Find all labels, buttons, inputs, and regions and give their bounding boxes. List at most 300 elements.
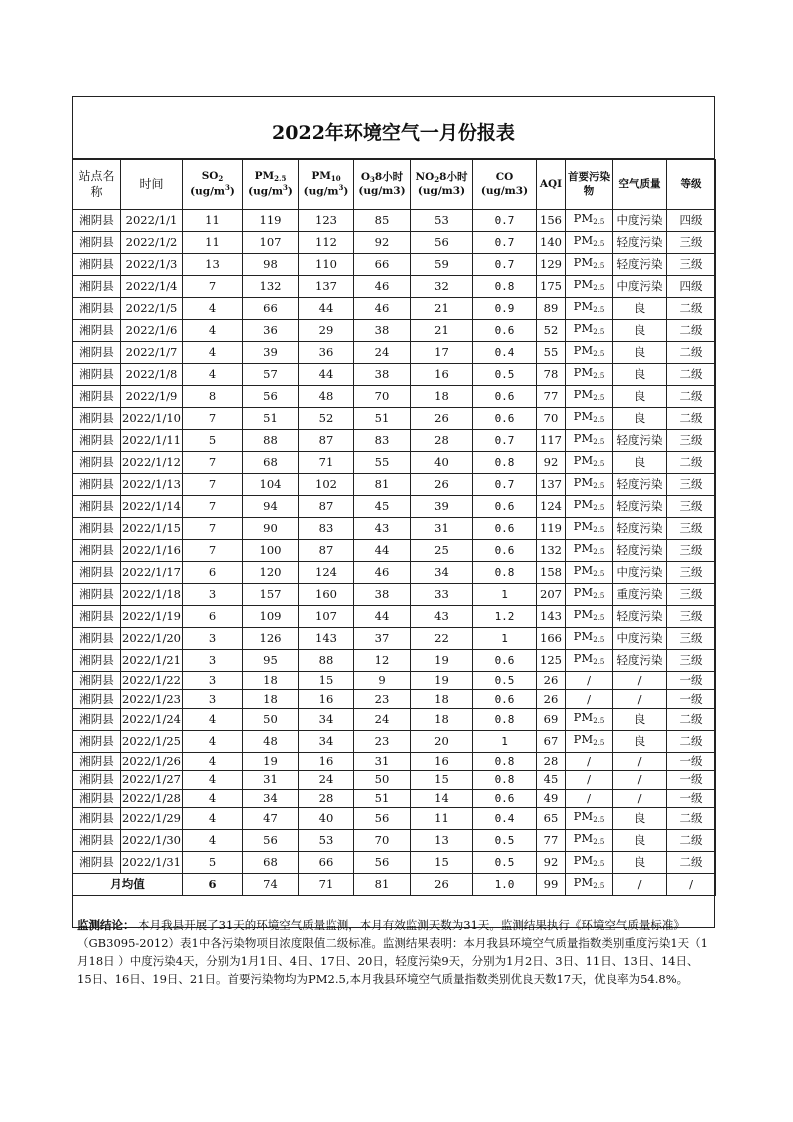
cell-primary-pollutant: $PM_{2.5}$ [566, 232, 613, 254]
cell-co: 0.8 [473, 562, 537, 584]
cell-grade: 二级 [667, 708, 716, 730]
cell-primary-pollutant: $PM_{2.5}$ [566, 210, 613, 232]
table-row [73, 650, 716, 672]
cell-no2: 56 [411, 232, 473, 254]
cell-no2: 31 [411, 518, 473, 540]
cell-primary-pollutant: $PM_{2.5}$ [566, 518, 613, 540]
cell-grade: 三级 [667, 232, 716, 254]
cell-no2: 33 [411, 584, 473, 606]
table-row [73, 254, 716, 276]
cell-o3: 38 [354, 320, 411, 342]
cell-so2: 4 [183, 789, 243, 807]
cell-date: 2022/1/16 [121, 540, 183, 562]
cell-aqi: 78 [537, 364, 566, 386]
cell-pm10: 15 [299, 672, 354, 690]
cell-grade: 一级 [667, 690, 716, 708]
cell-co: 0.6 [473, 789, 537, 807]
cell-primary-pollutant: $PM_{2.5}$ [566, 606, 613, 628]
cell-station: 湘阴县 [73, 364, 121, 386]
cell-no2: 15 [411, 771, 473, 789]
cell-primary-pollutant: $PM_{2.5}$ [566, 254, 613, 276]
cell-no2: 18 [411, 708, 473, 730]
cell-date: 2022/1/31 [121, 851, 183, 873]
cell-pm25: 57 [243, 364, 299, 386]
cell-pm10: 160 [299, 584, 354, 606]
cell-aqi: 132 [537, 540, 566, 562]
cell-pm25: 48 [243, 730, 299, 752]
cell-pm10: 66 [299, 851, 354, 873]
cell-so2: 7 [183, 276, 243, 298]
cell-air-quality: 良 [613, 408, 667, 430]
monthly-average-row [73, 873, 716, 895]
cell-co: 0.6 [473, 690, 537, 708]
cell-date: 2022/1/10 [121, 408, 183, 430]
cell-primary-pollutant: $PM_{2.5}$ [566, 386, 613, 408]
cell-pm25: 39 [243, 342, 299, 364]
cell-grade: 一级 [667, 789, 716, 807]
cell-air-quality: 轻度污染 [613, 650, 667, 672]
cell-co: 0.6 [473, 540, 537, 562]
table-row [73, 518, 716, 540]
cell-station: 湘阴县 [73, 452, 121, 474]
cell-air-quality: 良 [613, 851, 667, 873]
air-quality-table [72, 159, 716, 896]
cell-grade: 三级 [667, 254, 716, 276]
cell-co: 0.6 [473, 320, 537, 342]
cell-aqi: 166 [537, 628, 566, 650]
cell-station: 湘阴县 [73, 829, 121, 851]
cell-station: 湘阴县 [73, 789, 121, 807]
cell-air-quality: / [613, 873, 667, 895]
cell-aqi: 125 [537, 650, 566, 672]
cell-pm10: 44 [299, 298, 354, 320]
cell-no2: 17 [411, 342, 473, 364]
cell-co: 1 [473, 628, 537, 650]
cell-pm25: 95 [243, 650, 299, 672]
cell-date: 2022/1/18 [121, 584, 183, 606]
cell-date: 2022/1/12 [121, 452, 183, 474]
table-row [73, 210, 716, 232]
cell-aqi: 140 [537, 232, 566, 254]
cell-no2: 53 [411, 210, 473, 232]
cell-pm10: 24 [299, 771, 354, 789]
cell-pm10: 52 [299, 408, 354, 430]
cell-so2: 6 [183, 562, 243, 584]
cell-date: 2022/1/29 [121, 807, 183, 829]
cell-pm25: 109 [243, 606, 299, 628]
cell-no2: 26 [411, 408, 473, 430]
cell-pm25: 50 [243, 708, 299, 730]
cell-grade: 四级 [667, 276, 716, 298]
monthly-average-label: 月均值 [73, 873, 183, 895]
cell-date: 2022/1/4 [121, 276, 183, 298]
cell-pm10: 123 [299, 210, 354, 232]
cell-so2: 3 [183, 690, 243, 708]
cell-primary-pollutant: $PM_{2.5}$ [566, 708, 613, 730]
cell-station: 湘阴县 [73, 298, 121, 320]
cell-so2: 3 [183, 584, 243, 606]
cell-station: 湘阴县 [73, 584, 121, 606]
cell-so2: 6 [183, 873, 243, 895]
cell-pm10: 124 [299, 562, 354, 584]
cell-pm10: 87 [299, 430, 354, 452]
cell-o3: 44 [354, 540, 411, 562]
cell-no2: 19 [411, 650, 473, 672]
cell-pm10: 112 [299, 232, 354, 254]
cell-no2: 18 [411, 690, 473, 708]
table-row [73, 276, 716, 298]
cell-date: 2022/1/25 [121, 730, 183, 752]
cell-grade: 三级 [667, 518, 716, 540]
cell-air-quality: 轻度污染 [613, 518, 667, 540]
header-so2: $SO_2$ $(ug/m^3)$ [183, 160, 243, 210]
cell-station: 湘阴县 [73, 276, 121, 298]
cell-o3: 23 [354, 690, 411, 708]
cell-no2: 40 [411, 452, 473, 474]
cell-aqi: 137 [537, 474, 566, 496]
cell-no2: 39 [411, 496, 473, 518]
cell-aqi: 92 [537, 851, 566, 873]
cell-grade: 三级 [667, 584, 716, 606]
cell-date: 2022/1/21 [121, 650, 183, 672]
cell-air-quality: / [613, 771, 667, 789]
cell-primary-pollutant: $PM_{2.5}$ [566, 851, 613, 873]
table-row [73, 496, 716, 518]
cell-date: 2022/1/22 [121, 672, 183, 690]
cell-primary-pollutant: $PM_{2.5}$ [566, 276, 613, 298]
cell-primary-pollutant: / [566, 771, 613, 789]
cell-no2: 16 [411, 752, 473, 770]
table-row [73, 298, 716, 320]
cell-date: 2022/1/24 [121, 708, 183, 730]
cell-date: 2022/1/7 [121, 342, 183, 364]
cell-station: 湘阴县 [73, 496, 121, 518]
cell-co: 0.6 [473, 386, 537, 408]
cell-grade: 二级 [667, 452, 716, 474]
cell-primary-pollutant: $PM_{2.5}$ [566, 430, 613, 452]
cell-no2: 34 [411, 562, 473, 584]
cell-air-quality: 轻度污染 [613, 430, 667, 452]
cell-pm10: 34 [299, 708, 354, 730]
cell-air-quality: 中度污染 [613, 276, 667, 298]
cell-pm25: 98 [243, 254, 299, 276]
cell-no2: 26 [411, 474, 473, 496]
cell-air-quality: / [613, 672, 667, 690]
cell-so2: 4 [183, 771, 243, 789]
cell-pm10: 44 [299, 364, 354, 386]
cell-station: 湘阴县 [73, 730, 121, 752]
cell-no2: 11 [411, 807, 473, 829]
cell-air-quality: 中度污染 [613, 628, 667, 650]
cell-o3: 70 [354, 386, 411, 408]
cell-grade: 三级 [667, 606, 716, 628]
cell-aqi: 99 [537, 873, 566, 895]
cell-o3: 43 [354, 518, 411, 540]
cell-station: 湘阴县 [73, 430, 121, 452]
cell-so2: 7 [183, 540, 243, 562]
cell-date: 2022/1/3 [121, 254, 183, 276]
cell-air-quality: 良 [613, 364, 667, 386]
cell-o3: 56 [354, 851, 411, 873]
cell-grade: 二级 [667, 320, 716, 342]
table-row [73, 851, 716, 873]
cell-station: 湘阴县 [73, 562, 121, 584]
cell-aqi: 52 [537, 320, 566, 342]
table-row [73, 807, 716, 829]
cell-date: 2022/1/2 [121, 232, 183, 254]
cell-station: 湘阴县 [73, 254, 121, 276]
conclusion [73, 896, 714, 988]
cell-so2: 4 [183, 364, 243, 386]
cell-no2: 16 [411, 364, 473, 386]
cell-no2: 22 [411, 628, 473, 650]
cell-grade: 四级 [667, 210, 716, 232]
cell-aqi: 70 [537, 408, 566, 430]
cell-air-quality: 良 [613, 452, 667, 474]
table-row [73, 606, 716, 628]
cell-pm10: 87 [299, 496, 354, 518]
cell-pm10: 143 [299, 628, 354, 650]
cell-grade: 一级 [667, 771, 716, 789]
cell-so2: 5 [183, 430, 243, 452]
table-row [73, 386, 716, 408]
cell-o3: 45 [354, 496, 411, 518]
cell-aqi: 158 [537, 562, 566, 584]
cell-primary-pollutant: $PM_{2.5}$ [566, 807, 613, 829]
cell-pm25: 31 [243, 771, 299, 789]
cell-pm10: 48 [299, 386, 354, 408]
cell-o3: 46 [354, 298, 411, 320]
cell-pm10: 102 [299, 474, 354, 496]
cell-so2: 3 [183, 650, 243, 672]
cell-co: 0.9 [473, 298, 537, 320]
cell-primary-pollutant: $PM_{2.5}$ [566, 730, 613, 752]
cell-co: 0.4 [473, 807, 537, 829]
cell-aqi: 49 [537, 789, 566, 807]
cell-primary-pollutant: $PM_{2.5}$ [566, 628, 613, 650]
table-row [73, 320, 716, 342]
cell-station: 湘阴县 [73, 342, 121, 364]
cell-pm25: 88 [243, 430, 299, 452]
cell-o3: 44 [354, 606, 411, 628]
cell-o3: 37 [354, 628, 411, 650]
header-air-quality: 空气质量 [613, 160, 667, 210]
cell-date: 2022/1/28 [121, 789, 183, 807]
cell-so2: 4 [183, 829, 243, 851]
report-title: 2022年环境空气一月份报表 [73, 97, 714, 159]
cell-pm10: 137 [299, 276, 354, 298]
table-row [73, 752, 716, 770]
cell-date: 2022/1/15 [121, 518, 183, 540]
cell-co: 0.5 [473, 829, 537, 851]
cell-so2: 4 [183, 730, 243, 752]
cell-co: 0.7 [473, 474, 537, 496]
cell-date: 2022/1/23 [121, 690, 183, 708]
cell-pm25: 34 [243, 789, 299, 807]
cell-pm25: 68 [243, 452, 299, 474]
cell-air-quality: 良 [613, 807, 667, 829]
cell-primary-pollutant: $PM_{2.5}$ [566, 452, 613, 474]
table-row [73, 628, 716, 650]
cell-station: 湘阴县 [73, 474, 121, 496]
cell-co: 0.8 [473, 276, 537, 298]
cell-station: 湘阴县 [73, 210, 121, 232]
cell-pm10: 110 [299, 254, 354, 276]
cell-o3: 24 [354, 342, 411, 364]
cell-air-quality: 中度污染 [613, 210, 667, 232]
cell-grade: 三级 [667, 650, 716, 672]
cell-grade: 二级 [667, 298, 716, 320]
cell-air-quality: 良 [613, 708, 667, 730]
cell-pm10: 107 [299, 606, 354, 628]
table-row [73, 690, 716, 708]
cell-station: 湘阴县 [73, 851, 121, 873]
cell-primary-pollutant: $PM_{2.5}$ [566, 320, 613, 342]
table-row [73, 342, 716, 364]
cell-pm10: 36 [299, 342, 354, 364]
cell-so2: 4 [183, 752, 243, 770]
cell-air-quality: 良 [613, 386, 667, 408]
cell-air-quality: 轻度污染 [613, 606, 667, 628]
cell-date: 2022/1/11 [121, 430, 183, 452]
cell-pm25: 56 [243, 386, 299, 408]
cell-so2: 7 [183, 452, 243, 474]
header-time: 时间 [121, 160, 183, 210]
cell-primary-pollutant: $PM_{2.5}$ [566, 584, 613, 606]
cell-so2: 5 [183, 851, 243, 873]
cell-station: 湘阴县 [73, 628, 121, 650]
cell-grade: / [667, 873, 716, 895]
cell-grade: 三级 [667, 474, 716, 496]
table-row [73, 452, 716, 474]
cell-pm25: 68 [243, 851, 299, 873]
cell-so2: 6 [183, 606, 243, 628]
cell-date: 2022/1/17 [121, 562, 183, 584]
table-row [73, 730, 716, 752]
cell-aqi: 77 [537, 829, 566, 851]
cell-pm10: 29 [299, 320, 354, 342]
cell-o3: 46 [354, 276, 411, 298]
cell-station: 湘阴县 [73, 771, 121, 789]
header-no2: $NO_28$小时 (ug/m3) [411, 160, 473, 210]
cell-pm10: 87 [299, 540, 354, 562]
cell-so2: 7 [183, 496, 243, 518]
cell-no2: 43 [411, 606, 473, 628]
cell-co: 0.7 [473, 430, 537, 452]
conclusion-text: 本月我县开展了31天的环境空气质量监测，本月有效监测天数为31天。监测结果执行《环境空气质量标准》（GB3095-2012）表1中各污染物项目浓度限值二级标准。监测结果表明：本月我县环境空气质量指数类别重度污染1天（1月18日 ）中度污染4天，分别为1月1日、4日、17日、20日，轻度污染9天，分别为1月2日、3日、11日、13日、14日、15日、16日、19日、21日。首要污染物均为PM2.5,本月我县环境空气质量指数类别优良天数17天，优良率为54.8%。 [77, 917, 709, 986]
cell-pm25: 51 [243, 408, 299, 430]
cell-pm10: 83 [299, 518, 354, 540]
cell-no2: 18 [411, 386, 473, 408]
cell-primary-pollutant: $PM_{2.5}$ [566, 650, 613, 672]
cell-pm10: 88 [299, 650, 354, 672]
cell-air-quality: 良 [613, 342, 667, 364]
table-header-row [73, 160, 716, 210]
cell-primary-pollutant: $PM_{2.5}$ [566, 342, 613, 364]
cell-o3: 31 [354, 752, 411, 770]
cell-co: 0.7 [473, 210, 537, 232]
cell-aqi: 77 [537, 386, 566, 408]
table-row [73, 408, 716, 430]
cell-aqi: 117 [537, 430, 566, 452]
cell-aqi: 67 [537, 730, 566, 752]
table-row [73, 771, 716, 789]
cell-so2: 8 [183, 386, 243, 408]
cell-pm25: 56 [243, 829, 299, 851]
cell-station: 湘阴县 [73, 540, 121, 562]
table-row [73, 789, 716, 807]
cell-no2: 25 [411, 540, 473, 562]
cell-air-quality: 良 [613, 320, 667, 342]
cell-pm10: 28 [299, 789, 354, 807]
cell-pm10: 53 [299, 829, 354, 851]
cell-no2: 32 [411, 276, 473, 298]
cell-so2: 4 [183, 807, 243, 829]
cell-date: 2022/1/9 [121, 386, 183, 408]
cell-o3: 70 [354, 829, 411, 851]
cell-co: 0.8 [473, 771, 537, 789]
cell-co: 1.2 [473, 606, 537, 628]
cell-primary-pollutant: $PM_{2.5}$ [566, 364, 613, 386]
cell-grade: 三级 [667, 628, 716, 650]
table-row [73, 672, 716, 690]
cell-o3: 51 [354, 789, 411, 807]
cell-co: 0.7 [473, 232, 537, 254]
cell-pm25: 18 [243, 690, 299, 708]
cell-no2: 14 [411, 789, 473, 807]
cell-station: 湘阴县 [73, 386, 121, 408]
cell-no2: 20 [411, 730, 473, 752]
cell-station: 湘阴县 [73, 672, 121, 690]
cell-primary-pollutant: $PM_{2.5}$ [566, 298, 613, 320]
header-o3: $O_38$小时 (ug/m3) [354, 160, 411, 210]
cell-date: 2022/1/30 [121, 829, 183, 851]
cell-date: 2022/1/13 [121, 474, 183, 496]
cell-air-quality: 良 [613, 829, 667, 851]
cell-aqi: 28 [537, 752, 566, 770]
cell-aqi: 45 [537, 771, 566, 789]
cell-grade: 二级 [667, 730, 716, 752]
cell-primary-pollutant: $PM_{2.5}$ [566, 829, 613, 851]
cell-so2: 13 [183, 254, 243, 276]
cell-primary-pollutant: $PM_{2.5}$ [566, 540, 613, 562]
cell-no2: 21 [411, 298, 473, 320]
cell-air-quality: 轻度污染 [613, 540, 667, 562]
header-pm10: $PM_{10}$ $(ug/m^3)$ [299, 160, 354, 210]
cell-grade: 二级 [667, 342, 716, 364]
cell-grade: 三级 [667, 562, 716, 584]
cell-pm25: 94 [243, 496, 299, 518]
cell-pm10: 71 [299, 452, 354, 474]
cell-co: 0.6 [473, 650, 537, 672]
cell-primary-pollutant: / [566, 690, 613, 708]
cell-pm25: 104 [243, 474, 299, 496]
cell-date: 2022/1/19 [121, 606, 183, 628]
cell-aqi: 143 [537, 606, 566, 628]
cell-co: 0.5 [473, 851, 537, 873]
cell-pm25: 100 [243, 540, 299, 562]
cell-pm25: 119 [243, 210, 299, 232]
cell-grade: 一级 [667, 752, 716, 770]
cell-o3: 38 [354, 364, 411, 386]
cell-air-quality: 轻度污染 [613, 232, 667, 254]
cell-primary-pollutant: / [566, 789, 613, 807]
cell-air-quality: / [613, 789, 667, 807]
cell-o3: 56 [354, 807, 411, 829]
table-row [73, 364, 716, 386]
cell-o3: 81 [354, 474, 411, 496]
cell-co: 1 [473, 584, 537, 606]
